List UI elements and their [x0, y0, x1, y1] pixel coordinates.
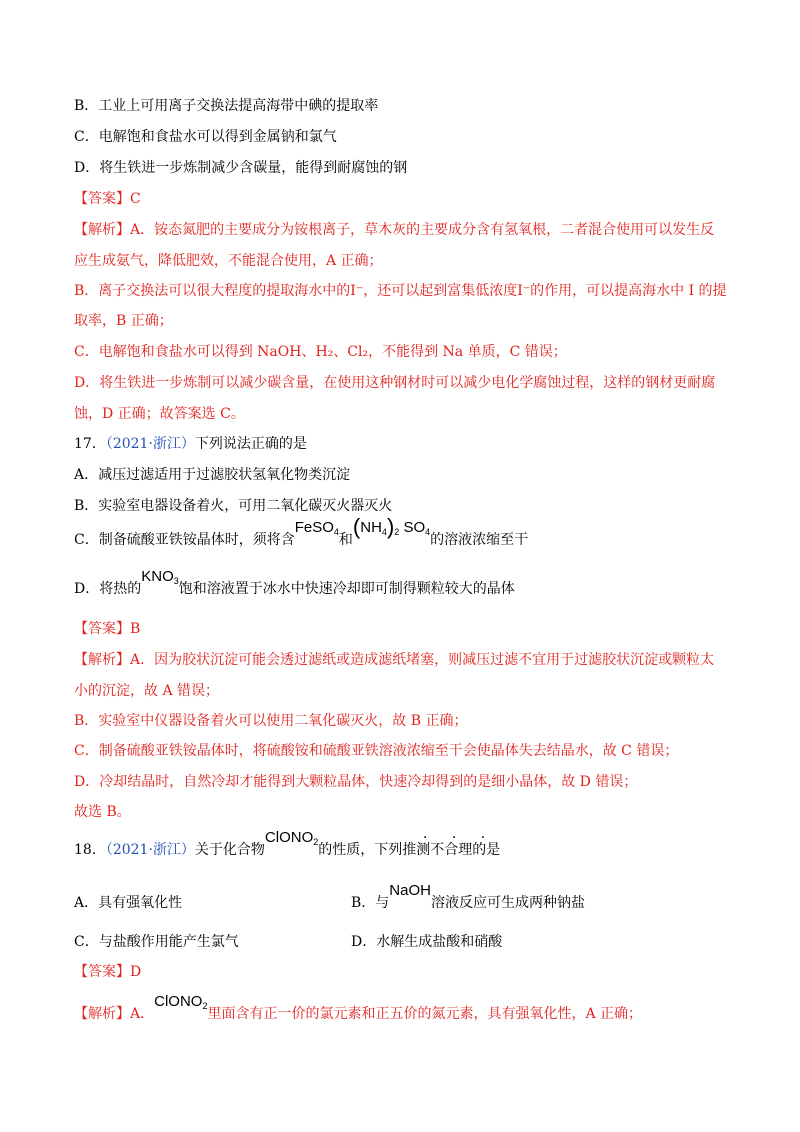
emphasis-dots: · · · [423, 830, 496, 846]
question-number: 18． [74, 842, 106, 858]
q18-analysis-line-1 [74, 993, 643, 1024]
q17-option-d [74, 568, 515, 599]
analysis-tag: 【解析】 [74, 222, 130, 238]
answer-value: B [130, 621, 141, 637]
analysis-tag: 【解析】 [74, 1006, 130, 1022]
option-text: 的溶液浓缩至干 [430, 532, 529, 548]
analysis-text: 里面含有正一价的氯元素和正五价的氮元素，具有强氧化性，A 正确； [207, 1006, 643, 1022]
prev-analysis-line-2: 应生成氨气，降低肥效，不能混合使用，A 正确； [74, 253, 383, 269]
q17-option-a: A．减压过滤适用于过滤胶状氢氧化物类沉淀 [74, 467, 351, 483]
option-text: 饱和溶液置于冰水中快速冷却即可制得颗粒较大的晶体 [178, 581, 515, 597]
q17-analysis-line-1 [74, 650, 714, 670]
answer-value: D [130, 964, 142, 980]
prev-analysis-line-1 [74, 220, 714, 240]
q18-option-d: D．水解生成盐酸和硝酸 [351, 934, 503, 950]
prev-analysis-line-7: 蚀，D 正确；故答案选 C。 [74, 406, 245, 422]
prev-option-b: B．工业上可用离子交换法提高海带中碘的提取率 [74, 98, 379, 114]
prev-analysis-line-6: D．将生铁进一步炼制可以减少碳含量，在使用这种钢材时可以减少电化学腐蚀过程，这样的钢材更耐腐 [74, 375, 716, 391]
answer-value: C [130, 191, 141, 207]
question-stem: 下列说法正确的是 [194, 436, 307, 452]
prev-option-c: C．电解饱和食盐水可以得到金属钠和氯气 [74, 129, 337, 145]
formula-clono2: ClONO$_2$ [264, 829, 319, 847]
formula-nh4-2so4: $(NH_4)_2$ $SO_4$ [352, 514, 431, 539]
q18-option-b [351, 882, 585, 913]
prev-option-d: D．将生铁进一步炼制减少含碳量，能得到耐腐蚀的钢 [74, 160, 408, 176]
analysis-text: A．铵态氮肥的主要成分为铵根离子，草木灰的主要成分含有氢氧根，二者混合使用可以发生反 [130, 222, 715, 238]
q18-option-c: C．与盐酸作用能产生氯气 [74, 934, 239, 950]
q18-option-a: A．具有强氧化性 [74, 895, 183, 911]
formula-naoh: NaOH [389, 882, 431, 899]
prev-answer-line [74, 189, 141, 209]
prev-analysis-line-3: B．离子交换法可以很大程度的提取海水中的I⁻，还可以起到富集低浓度I⁻的作用，可以提高海水中 I 的提 [74, 283, 727, 299]
q17-analysis-line-4: C．制备硫酸亚铁铵晶体时，将硫酸铵和硫酸亚铁溶液浓缩至干会使晶体失去结晶水，故 C 错误； [74, 743, 679, 759]
q17-analysis-line-2: 小的沉淀，故 A 错误； [74, 683, 220, 699]
question-number: 17． [74, 436, 106, 452]
q17-option-c [74, 514, 529, 550]
answer-tag: 【答案】 [74, 191, 130, 207]
option-text: C．制备硫酸亚铁铵晶体时，须将含 [74, 532, 295, 548]
q17-option-b: B．实验室电器设备着火，可用二氧化碳灭火器灭火 [74, 498, 393, 514]
option-text: 和 [338, 532, 353, 548]
question-stem: 的性质，下列推测不合理的是 [318, 842, 501, 858]
answer-tag: 【答案】 [74, 621, 130, 637]
q17-analysis-line-5: D．冷却结晶时，自然冷却才能得到大颗粒晶体，快速冷却得到的是细小晶体，故 D 错误； [74, 774, 638, 790]
option-text: D．将热的 [74, 581, 142, 597]
q17-analysis-line-6: 故选 B。 [74, 804, 131, 820]
q17-answer-line [74, 619, 140, 639]
option-text: 溶液反应可生成两种钠盐 [430, 895, 585, 911]
formula-kno3: $KNO_3$ [141, 568, 179, 586]
analysis-tag: 【解析】 [74, 652, 130, 668]
q17-analysis-line-3: B．实验室中仪器设备着火可以使用二氧化碳灭火，故 B 正确； [74, 713, 468, 729]
q17-stem [74, 434, 307, 454]
analysis-text: A． [130, 1006, 155, 1022]
prev-analysis-line-5: C．电解饱和食盐水可以得到 NaOH、H₂、Cl₂，不能得到 Na 单质，C 错误； [74, 344, 567, 360]
question-stem: 关于化合物 [194, 842, 265, 858]
formula-feso4: FeSO$_4$ [294, 519, 339, 537]
formula-clono2: ClONO$_2$ [154, 993, 208, 1011]
answer-tag: 【答案】 [74, 964, 130, 980]
analysis-text: A．因为胶状沉淀可能会透过滤纸或造成滤纸堵塞，则减压过滤不宜用于过滤胶状沉淀或颗粒太 [130, 652, 715, 668]
option-text: B．与 [351, 895, 390, 911]
q18-answer-line [74, 962, 141, 982]
question-source: （2021·浙江） [105, 436, 195, 452]
prev-analysis-line-4: 取率，B 正确； [74, 313, 173, 329]
question-source: （2021·浙江） [105, 842, 195, 858]
